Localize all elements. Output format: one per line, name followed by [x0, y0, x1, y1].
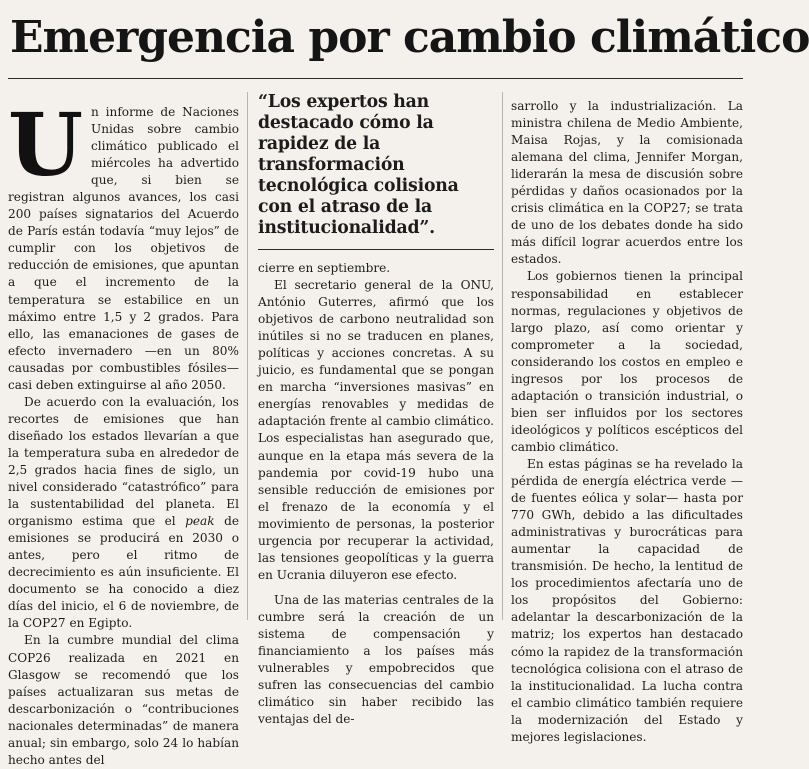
dropcap: U — [8, 95, 83, 196]
column-2 — [258, 90, 494, 727]
paragraph: El secretario general de la ONU, António Guterres, afirmó que los objetivos de carbono neutralidad son inútiles si no se traducen en planes, políticas y acciones concretas. A su juicio, es fundamental que se pongan en marcha “inversiones masivas” en energías renovables y medidas de adaptación frente al cambio climático. Los especialistas han asegurado que, aunque en la etapa más severa de la pandemia por covid-19 hubo una sensible reducción de emisiones por el frenazo de la economía y el movimiento de personas, la posterior urgencia por recuperar la actividad, las tensiones geopolíticas y la guerra en Ucrania diluyeron ese efecto. — [258, 278, 494, 582]
paragraph: Una de las materias centrales de la cumbre será la creación de un sistema de compensación y financiamiento a los países más vulnerables y empobrecidos que sufren las consecuencias del cambio climático sin haber recibido las ventajas del de- — [258, 592, 494, 727]
headline: Emergencia por cambio climático — [10, 12, 809, 63]
paragraph-text: de emisiones se producirá en 2030 o antes, pero el ritmo de decrecimiento es aún insuficiente. El documento se ha conocido a diez días del inicio, el 6 de noviembre, de la COP27 en Egipto. — [8, 514, 239, 631]
paragraph: En estas páginas se ha revelado la pérdida de energía eléctrica verde —de fuentes eólica y solar— hasta por 770 GWh, debido a las dificultades administrativas y burocráticas para aumentar la capacidad de transmisión. De hecho, la lentitud de los procedimientos afectaría uno de los propósitos del Gobierno: adelantar la descarbonización de la matriz; los expertos han destacado cómo la rapidez de la transformación tecnológica colisiona con el atraso de la institucionalidad. La lucha contra el cambio climático también requiere la modernización del Estado y mejores legislaciones. — [511, 456, 743, 744]
paragraph: sarrollo y la industrialización. La ministra chilena de Medio Ambiente, Maisa Rojas, y la comisionada alemana del clima, Jennifer Morgan, liderarán la mesa de discusión sobre pérdidas y daños ocasionados por la crisis climática en la COP27; se trata de uno de los debates donde ha sido más difícil lograr acuerdos entre los estados. — [511, 99, 743, 267]
paragraph-text: De acuerdo con la evaluación, los recortes de emisiones que han diseñado los estados llevarían a que la temperatura suba en alrededor de 2,5 grados hacia fines de siglo, un nivel considerado “catastrófico” para la sustentabilidad del planeta. El organismo estima que el — [8, 394, 239, 529]
headline-rule — [8, 78, 743, 79]
emphasis-term: peak — [185, 514, 215, 529]
column-1 — [8, 90, 239, 767]
column-divider-2 — [502, 92, 503, 620]
paragraph — [8, 394, 239, 633]
paragraph: cierre en septiembre. — [258, 261, 391, 275]
paragraph: Los gobiernos tienen la principal responsabilidad en establecer normas, regulaciones y objetivos de largo plazo, así como orientar y comprometer a la sociedad, considerando los costos en empleo e ingresos por los procesos de adaptación o transición industrial, o bien ser influidos por los sectores ideológicos y políticos escépticos del cambio climático. — [511, 269, 743, 454]
paragraph-lead: n informe de Naciones Unidas sobre cambio climático publicado el miércoles ha advertido que, si bien se registran algunos avances, los casi 200 países signatarios del Acuerdo de París están todavía “muy lejos” de cumplir con los objetivos de reducción de emisiones, que apuntan a que el incremento de la temperatura se estabilice en un máximo entre 1,5 y 2 grados. Para ello, las emanaciones de gases de efecto invernadero —en un 80% causadas por combustibles fósiles— casi deben extinguirse al año 2050. — [8, 105, 239, 392]
column-3 — [511, 98, 743, 744]
pull-quote-rule — [258, 249, 494, 250]
column-divider-1 — [247, 92, 248, 620]
paragraph: En la cumbre mundial del clima COP26 realizada en 2021 en Glasgow se recomendó que los países actualizaran sus metas de descarbonización o “contribuciones nacionales determinadas” de manera anual; sin embargo, solo 24 lo habían hecho antes del — [8, 633, 239, 767]
pull-quote: “Los expertos han destacado cómo la rapidez de la transformación tecnológica colisiona con el atraso de la institucionalidad”. — [258, 92, 459, 238]
